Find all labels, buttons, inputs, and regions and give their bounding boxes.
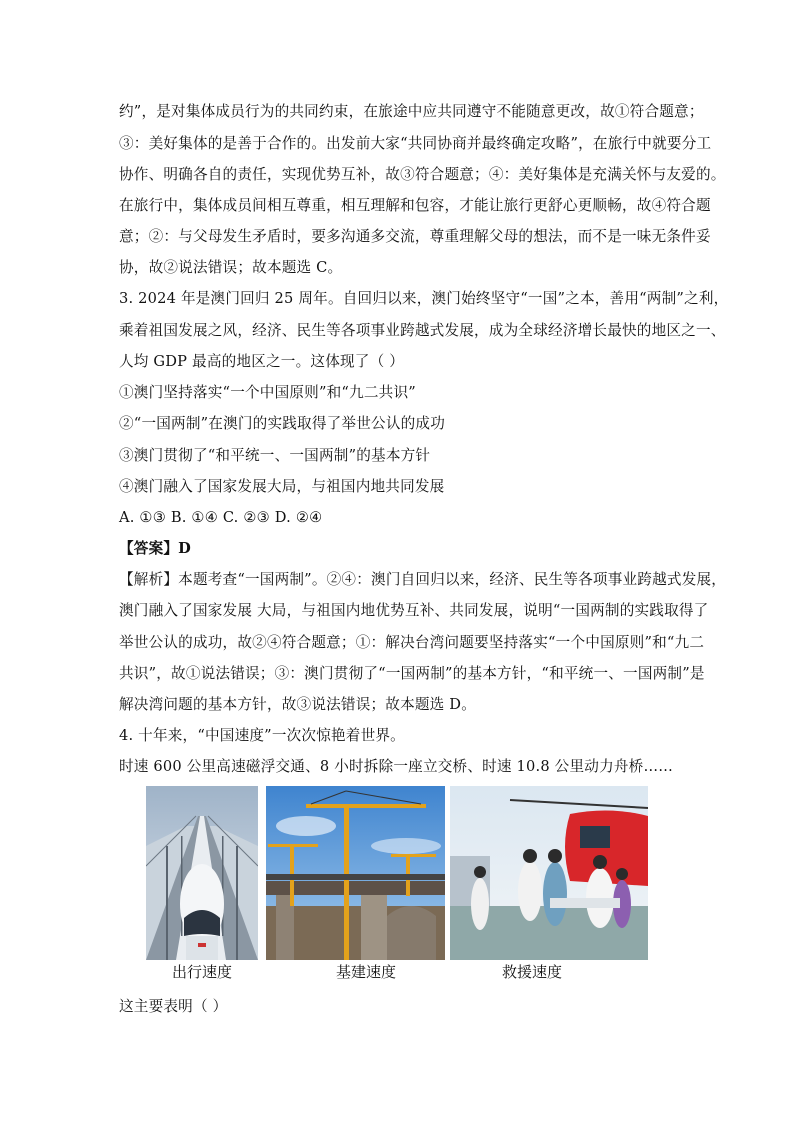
train-photo (146, 786, 258, 960)
option-statement: ③澳门贯彻了“和平统一、一国两制”的基本方针 (119, 447, 431, 464)
question-4-stem: 4. 十年来，“中国速度”一次次惊艳着世界。 (119, 727, 405, 744)
text-line: 在旅行中，集体成员间相互尊重，相互理解和包容，才能让旅行更舒心更顺畅，故④符合题 (119, 197, 711, 214)
question-4-prompt: 这主要表明（ ） (119, 998, 228, 1015)
caption-travel-speed: 出行速度 (171, 963, 232, 981)
answer-choices: A. ①③ B. ①④ C. ②③ D. ②④ (119, 509, 323, 526)
text-line: 协作、明确各自的责任，实现优势互补，故③符合题意；④：美好集体是充满关怀与友爱的。 (119, 166, 726, 183)
text-line: ③：美好集体的是善于合作的。出发前大家“共同协商并最终确定攻略”，在旅行中就要分工 (119, 135, 712, 152)
text-line: 意；②：与父母发生矛盾时，要多沟通多交流，尊重理解父母的想法，而不是一味无条件妥 (119, 228, 711, 245)
text-line: 协，故②说法错误；故本题选 C。 (119, 259, 343, 276)
text-line: 时速 600 公里高速磁浮交通、8 小时拆除一座立交桥、时速 10.8 公里动力舟桥…… (119, 758, 674, 775)
text-line: 澳门融入了国家发展 大局，与祖国内地优势互补、共同发展，说明“一国两制的实践取得了 (119, 602, 709, 619)
text-line: 举世公认的成功，故②④符合题意；①：解决台湾问题要坚持落实“一个中国原则”和“九二 (119, 634, 705, 651)
caption-construction-speed: 基建速度 (335, 963, 396, 981)
option-statement: ④澳门融入了国家发展大局，与祖国内地共同发展 (119, 478, 445, 495)
option-statement: ②“一国两制”在澳门的实践取得了举世公认的成功 (119, 415, 445, 432)
text-line: 解决湾问题的基本方针，故③说法错误；故本题选 D。 (119, 696, 476, 713)
analysis-line: 【解析】本题考查“一国两制”。②④：澳门自回归以来，经济、民生等各项事业跨越式发展， (119, 571, 727, 588)
text-line: 人均 GDP 最高的地区之一。这体现了（ ） (119, 353, 404, 370)
text-line: 约”，是对集体成员行为的共同约束，在旅途中应共同遵守不能随意更改，故①符合题意； (119, 103, 704, 120)
caption-rescue-speed: 救援速度 (501, 963, 562, 981)
option-statement: ①澳门坚持落实“一个中国原则”和“九二共识” (119, 384, 416, 401)
text-line: 乘着祖国发展之风，经济、民生等各项事业跨越式发展，成为全球经济增长最快的地区之一、 (119, 322, 726, 339)
answer-line: 【答案】D (119, 540, 192, 557)
rescue-photo (450, 786, 648, 960)
construction-photo (266, 786, 445, 960)
text-line: 共识”，故①说法错误；③：澳门贯彻了“一国两制”的基本方针，“和平统一、一国两制”是 (119, 665, 705, 682)
question-3-stem: 3. 2024 年是澳门回归 25 周年。自回归以来，澳门始终坚守“一国”之本，善用“两制”之利， (119, 290, 729, 307)
